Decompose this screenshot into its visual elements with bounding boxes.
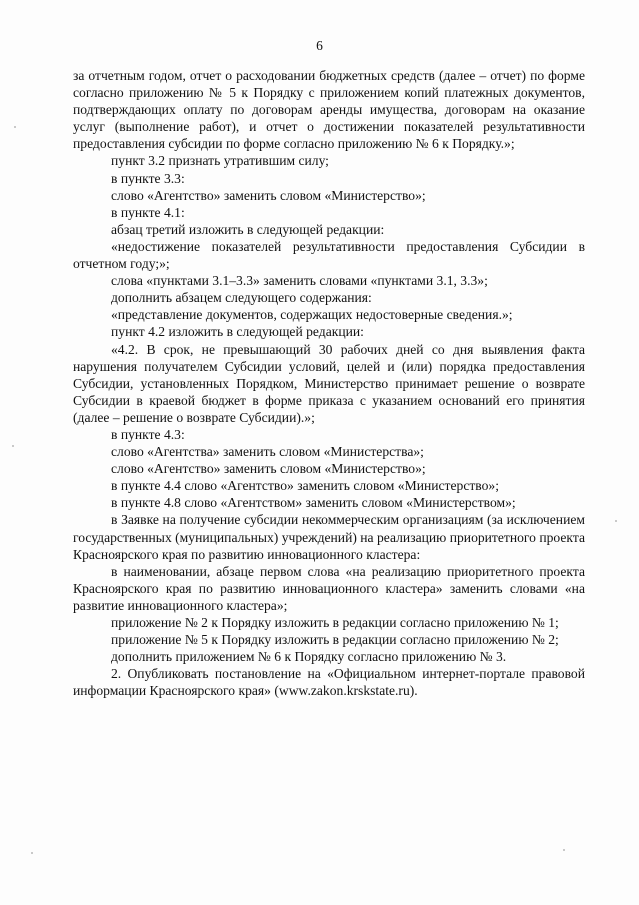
paragraph: в пункте 4.8 слово «Агентством» заменить словом «Министерством»; — [111, 495, 516, 511]
paragraph: слова «пунктами 3.1–3.3» заменить словами «пунктами 3.1, 3.3»; — [111, 273, 488, 289]
paragraph: пункт 3.2 признать утратившим силу; — [111, 153, 329, 169]
document-body — [73, 67, 585, 699]
paragraph: в наименовании, абзаце первом слова «на реализацию приоритетного проекта Красноярского края по развитию инновационного кластера» заменить словами «на развитие инновационного кластера»; — [73, 563, 585, 613]
paragraph: абзац третий изложить в следующей редакции: — [111, 221, 385, 237]
page-number: 6 — [316, 38, 323, 53]
paragraph: за отчетным годом, отчет о расходовании бюджетных средств (далее – отчет) по форме согласно приложению № 5 к Порядку с приложением копий платежных документов, подтверждающих оплату по договорам аренды имущества, договорам на оказание услуг (выполнение работ), и отчет о достижении показателей результативности предоставления субсидии по форме согласно приложению № 6 к Порядку.»; — [73, 68, 585, 152]
paragraph: дополнить приложением № 6 к Порядку согласно приложению № 3. — [111, 649, 507, 665]
paragraph: «представление документов, содержащих недостоверные сведения.»; — [111, 307, 513, 323]
paragraph: 2. Опубликовать постановление на «Официальном интернет-портале правовой информации Красноярского края» (www.zakon.krskstate.ru). — [73, 666, 585, 699]
paragraph: приложение № 2 к Порядку изложить в редакции согласно приложению № 1; — [111, 615, 559, 630]
scan-speck — [615, 520, 617, 522]
paragraph: слово «Агентство» заменить словом «Министерство»; — [111, 461, 426, 477]
paragraph: в Заявке на получение субсидии некоммерческим организациям (за исключением государственных (муниципальных) учреждений) на реализацию приоритетного проекта Красноярского края по развитию инновационного кластера: — [73, 512, 585, 562]
paragraph: приложение № 5 к Порядку изложить в редакции согласно приложению № 2; — [111, 632, 559, 648]
scan-speck — [31, 852, 33, 854]
paragraph: слово «Агентства» заменить словом «Министерства»; — [111, 444, 424, 460]
scan-speck — [12, 445, 14, 447]
paragraph: в пункте 4.1: — [111, 204, 185, 220]
paragraph: «4.2. В срок, не превышающий 30 рабочих дней со дня выявления факта нарушения получателем Субсидии условий, целей и (или) порядка предоставления Субсидии, установленных Порядком, Министерство принимает решение о возврате Субсидии в краевой бюджет в форме приказа с указанием оснований его принятия (далее – решение о возврате Субсидии).»; — [73, 341, 585, 425]
scan-speck — [563, 849, 565, 851]
scan-speck — [14, 126, 16, 128]
paragraph: слово «Агентство» заменить словом «Министерство»; — [111, 187, 426, 203]
paragraph: дополнить абзацем следующего содержания: — [111, 290, 372, 306]
paragraph: в пункте 4.4 слово «Агентство» заменить словом «Министерство»; — [111, 478, 499, 494]
paragraph: «недостижение показателей результативности предоставления Субсидии в отчетном году;»; — [73, 238, 585, 272]
paragraph: в пункте 3.3: — [111, 170, 185, 186]
paragraph: пункт 4.2 изложить в следующей редакции: — [111, 324, 364, 340]
paragraph: в пункте 4.3: — [111, 426, 185, 442]
